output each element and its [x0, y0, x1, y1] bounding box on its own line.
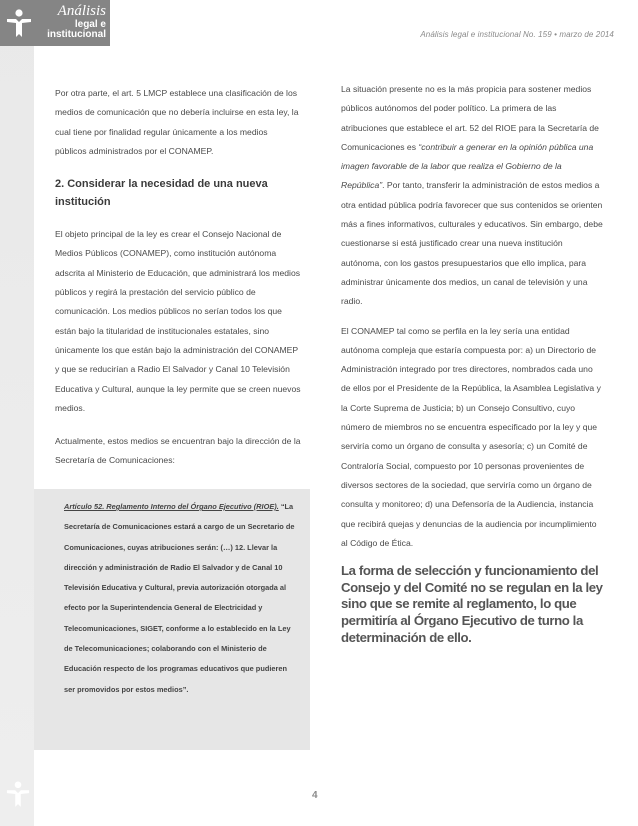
right-column: [341, 80, 603, 646]
left-sidebar-band: [0, 0, 34, 826]
publication-logo: [0, 0, 110, 46]
human-figure-icon: [6, 8, 32, 38]
left-paragraph-1: Por otra parte, el art. 5 LMCP establece una clasificación de los medios de comunicación que no debería incluirse en esta ley, la cual tiene por finalidad regular únicamente a los medios públicos administrados por el CONAMEP.: [55, 88, 299, 156]
quote-text: “La Secretaría de Comunicaciones estará a cargo de un Secretario de Comunicaciones, cuyas atribuciones serán: (…) 12. Llevar la dirección y administración de Radio El Salvador y de Canal 10 Televisión Educativa y Cultural, previa autorización otorgada al efecto por la Superintendencia General de Electricidad y Telecomunicaciones, SIGET, conforme a lo establecido en la Ley de Telecomunicaciones; colaborando con el Ministerio de Educación respecto de los programas educativos que pudieren ser promovidos por estos medios”.: [64, 502, 295, 694]
pull-quote: La forma de selección y funcionamiento del Consejo y del Comité no se regulan en la ley sino que se remite al reglamento, lo que permitiría al Órgano Ejecutivo de turno la determinación de ello.: [341, 563, 603, 645]
right-paragraph-1-end: . Por tanto, transferir la administración de estos medios a otra entidad pública podría favorecer que sus contenidos se orienten más a fines informativos, culturales y educativos. Sin embargo, debe cuestionarse si está justificado crear una nueva institución autónoma, con los gastos presupuestarios que ello implica, para administrar únicamente dos medios, un canal de televisión y una radio.: [341, 180, 603, 307]
left-paragraph-3: Actualmente, estos medios se encuentran bajo la dirección de la Secretaría de Comunicaciones:: [55, 436, 301, 466]
human-figure-icon: [6, 780, 30, 808]
right-paragraph-1-start: La situación presente no es la más propicia para sostener medios públicos autónomos del poder político. La primera de las atribuciones que establece el art. 52 del RIOE para la Secretaría de Comunicaciones es: [341, 84, 599, 152]
right-paragraph-2: El CONAMEP tal como se perfila en la ley sería una entidad autónoma compleja que estaría compuesta por: a) un Directorio de Administración integrado por tres directores, nombrados cada uno de ellos por el Presidente de la República, la Asamblea Legislativa y la Corte Suprema de Justicia; b) un Consejo Consultivo, cuyo número de miembros no se encuentra especificado por la ley y que serviría como un órgano de consulta y asesoría; c) un Comité de Contraloría Social, compuesto por 10 personas provenientes de diversos sectores de la sociedad, que serviría como un órgano de consulta y monitoreo; d) una Defensoría de la Audiencia, instancia que recibirá quejas y denuncias de la audiencia por incumplimiento al Código de Ética.: [341, 325, 601, 548]
legal-quote: [64, 497, 296, 700]
quote-reference: Artículo 52. Reglamento Interno del Órgano Ejecutivo (RIOE).: [64, 502, 279, 511]
logo-line-2: legal e: [74, 19, 106, 30]
page-number: 4: [312, 790, 318, 801]
logo-line-1: Análisis: [57, 3, 106, 19]
left-column: [55, 84, 301, 471]
running-header: Análisis legal e institucional No. 159 • marzo de 2014: [420, 30, 614, 39]
right-paragraph-1: [341, 80, 603, 312]
logo-wordmark: [34, 4, 106, 40]
section-heading: 2. Considerar la necesidad de una nueva institución: [55, 178, 268, 209]
left-paragraph-2: El objeto principal de la ley es crear el Consejo Nacional de Medios Públicos (CONAMEP), como institución autónoma adscrita al Ministerio de Educación, que administrará los medios públicos y regirá la prestación del servicio público de comunicación. Los medios públicos no serían todos los que están bajo la titularidad de institucionales estatales, sino únicamente los que están bajo la administración del CONAMEP y que se reducirían a Radio El Salvador y Canal 10 Televisión Educativa y Cultural, aunque la ley permite que se creen nuevos medios.: [55, 229, 301, 413]
logo-line-3: institucional: [47, 29, 106, 40]
right-paragraph-1-quote: “contribuir a generar en la opinión pública una imagen favorable de la labor que realiza el Gobierno de la República”: [341, 141, 594, 191]
